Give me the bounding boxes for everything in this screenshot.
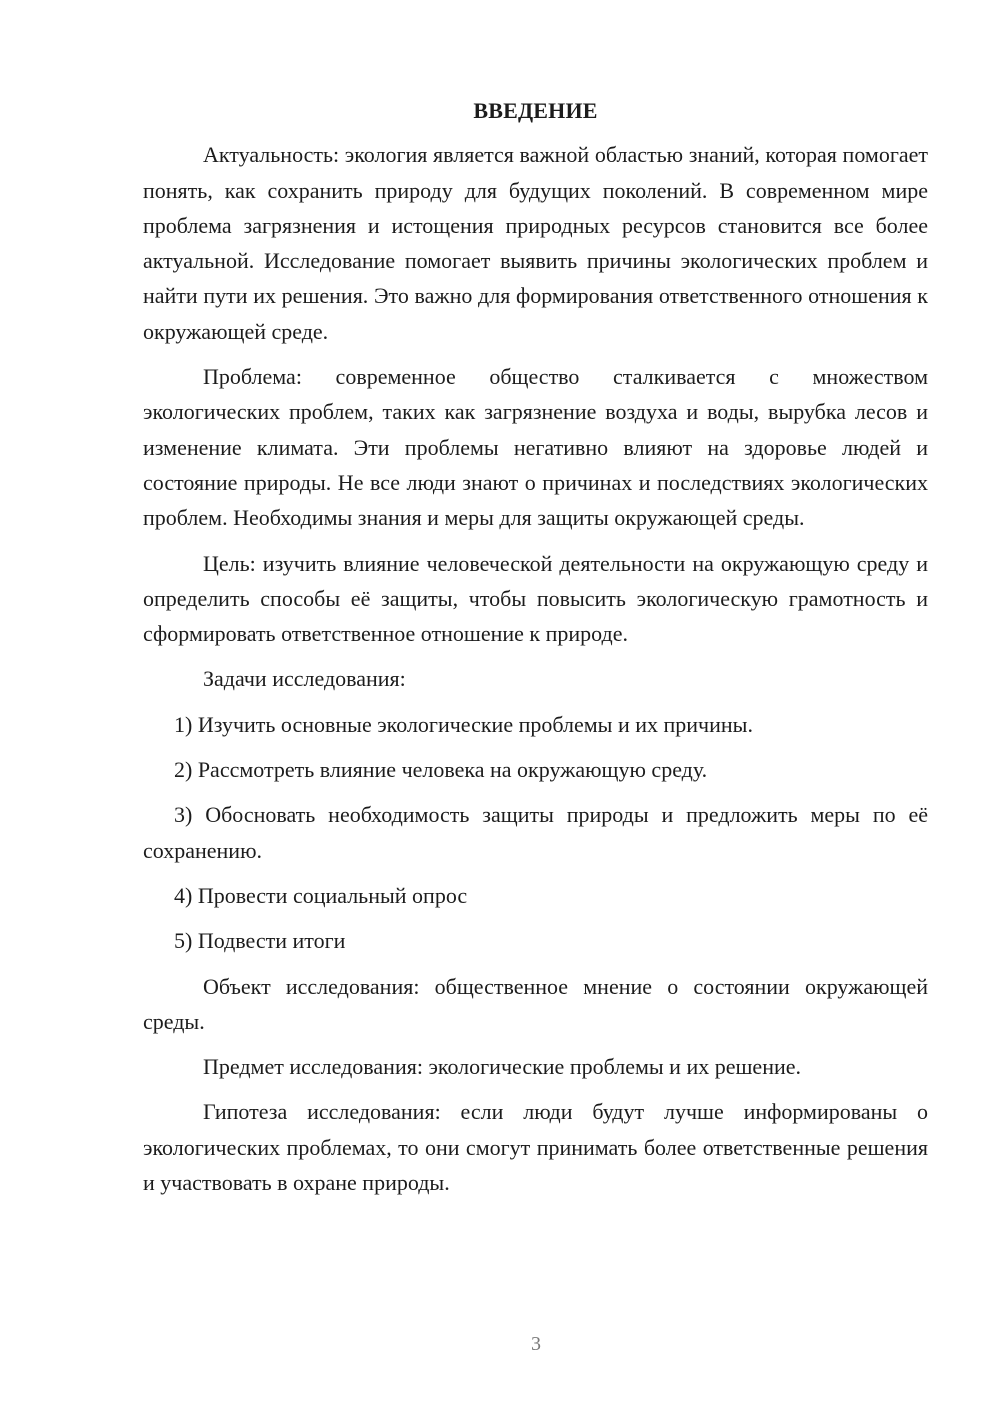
paragraph-relevance: Актуальность: экология является важной областью знаний, которая помогает понять, как сохранить природу для будущих поколений. В современном мире проблема загрязнения и истощения природных ресурсов становится все более актуальной. Исследование помогает выявить причины экологических проблем и найти пути их решения. Это важно для формирования ответственного отношения к окружающей среде. (143, 142, 928, 344)
paragraph-goal: Цель: изучить влияние человеческой деятельности на окружающую среду и определить способы её защиты, чтобы повысить экологическую грамотность и сформировать ответственное отношение к природе. (143, 550, 928, 647)
paragraph-tasks-title: Задачи исследования: (203, 666, 406, 692)
paragraph-object: Объект исследования: общественное мнение о состоянии окружающей среды. (143, 973, 928, 1034)
paragraph-hypothesis: Гипотеза исследования: если люди будут лучше информированы о экологических проблемах, то они смогут принимать более ответственные решения и участвовать в охране природы. (143, 1099, 928, 1196)
paragraph-subject: Предмет исследования: экологические проблемы и их решение. (203, 1054, 802, 1080)
section-heading: ВВЕДЕНИЕ (473, 98, 598, 123)
task-item-3: 3) Обосновать необходимость защиты природы и предложить меры по её сохранению. (143, 802, 928, 863)
page-content (143, 93, 928, 1200)
task-item-1: 1) Изучить основные экологические проблемы и их причины. (174, 711, 753, 737)
paragraph-problem: Проблема: современное общество сталкивается с множеством экологических проблем, таких как загрязнение воздуха и воды, вырубка лесов и изменение климата. Эти проблемы негативно влияют на здоровье людей и состояние природы. Не все люди знают о причинах и последствиях экологических проблем. Необходимы знания и меры для защиты окружающей среды. (143, 364, 928, 531)
page-number: 3 (531, 1333, 541, 1355)
task-item-4: 4) Провести социальный опрос (174, 882, 468, 908)
task-item-2: 2) Рассмотреть влияние человека на окружающую среду. (174, 757, 708, 783)
task-item-5: 5) Подвести итоги (174, 928, 346, 954)
